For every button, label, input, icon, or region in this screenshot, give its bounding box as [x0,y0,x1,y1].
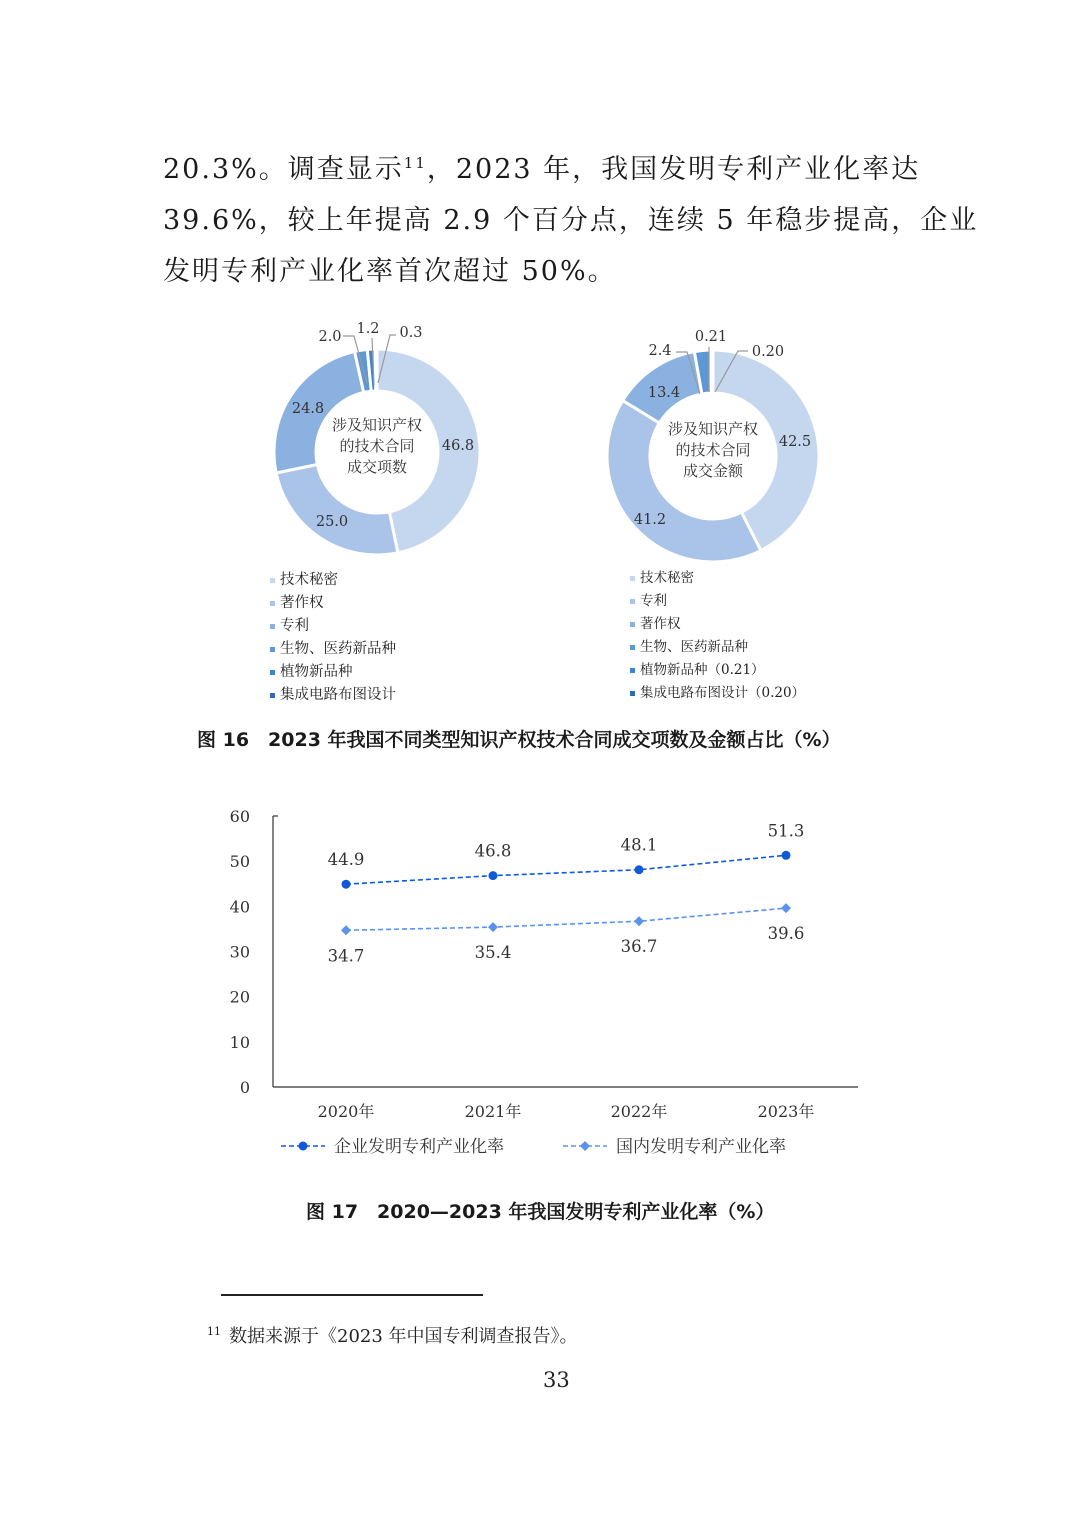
legend-item [630,659,805,682]
donut-value-label: 24.8 [291,401,325,417]
legend-item [270,684,396,707]
data-point [342,880,351,889]
y-tick-label: 60 [229,807,250,826]
text-line: 发明专利产业化率首次超过 50%。 [163,256,617,287]
donut-value-label: 2.4 [648,343,672,359]
figure-17-caption: 图 17 2020—2023 年我国发明专利产业化率（%） [306,1201,775,1223]
legend-item [270,638,396,661]
x-tick-label: 2023年 [757,1102,815,1121]
left-donut [274,321,480,555]
data-label: 36.7 [620,937,658,957]
footnote-divider [221,1294,483,1296]
donut-slice [375,349,377,391]
footnote-number: 11 [207,1325,221,1338]
series-enterprise [328,821,805,888]
legend-label: 植物新品种 [280,664,353,680]
donut-value-label: 13.4 [647,385,681,401]
legend-swatch-icon [630,645,635,650]
legend-label: 技术秘密 [280,572,338,588]
donut-slice [712,350,713,393]
page-number: 33 [543,1368,570,1392]
legend-swatch-icon [630,668,635,673]
y-tick-label: 20 [229,987,250,1007]
donut-slice [276,464,398,555]
data-point [341,925,351,935]
legend-swatch-icon [630,622,635,627]
right-donut-legend [630,567,805,705]
figure-16-donut-charts [0,300,1080,580]
donut-value-label: 0.3 [399,325,423,341]
legend-swatch-icon [270,578,275,583]
data-label: 44.9 [327,850,365,870]
donut-center-label: 的技术合同 [675,441,751,459]
data-point [781,903,791,913]
legend-item [630,613,805,636]
data-point [782,851,791,860]
data-label: 48.1 [620,835,658,855]
legend-item [270,569,396,592]
donut-value-label: 41.2 [633,512,667,528]
legend-item [630,636,805,659]
legend-label: 生物、医药新品种 [640,639,748,655]
legend-item [270,615,396,638]
legend-label: 国内发明专利产业化率 [616,1137,786,1157]
data-label: 39.6 [767,924,805,944]
footnote-text: 数据来源于《2023 年中国专利调查报告》。 [229,1326,578,1347]
legend-label: 专利 [640,593,667,609]
x-tick-label: 2021年 [464,1102,522,1121]
legend-item [270,661,396,684]
legend-swatch-icon [270,624,275,629]
legend-label: 植物新品种（0.21） [640,662,765,678]
donut-value-label: 0.21 [694,329,728,345]
donut-center-label: 的技术合同 [339,437,415,455]
data-label: 51.3 [767,821,805,841]
legend-swatch-icon [630,599,635,604]
donut-value-label: 25.0 [315,514,349,530]
data-point [634,916,644,926]
text-line: 39.6%，较上年提高 2.9 个百分点，连续 5 年稳步提高，企业 [163,205,979,236]
data-label: 34.7 [327,946,365,966]
donut-center-label: 涉及知识产权 [667,420,759,438]
donut-center-label: 涉及知识产权 [331,416,423,434]
data-label: 46.8 [474,841,512,861]
legend-label: 著作权 [640,616,681,632]
legend-item [630,567,805,590]
y-tick-label: 30 [229,942,250,962]
body-paragraph [163,138,979,297]
legend-label: 集成电路布图设计 [280,687,396,703]
donut-center-label: 成交金额 [682,462,744,480]
legend-swatch-icon [630,576,635,581]
legend-item [630,682,805,705]
donut-center-label: 成交项数 [346,458,408,476]
data-label: 35.4 [474,943,512,963]
donut-value-label: 2.0 [318,329,342,345]
donut-value-label: 1.2 [356,321,380,337]
text-line: 20.3%。调查显示 [163,154,404,185]
legend-label: 专利 [280,618,309,634]
x-tick-label: 2020年 [317,1102,375,1121]
y-tick-label: 40 [229,897,250,917]
figure-17-line-chart [0,790,1080,1170]
right-donut [607,329,819,562]
legend-item [630,590,805,613]
legend-label: 著作权 [280,595,324,611]
legend-label: 集成电路布图设计（0.20） [640,685,806,701]
legend-label: 企业发明专利产业化率 [334,1137,504,1157]
footnote-ref[interactable]: 11 [403,154,427,172]
donut-value-label: 42.5 [778,434,812,450]
data-point [635,865,644,874]
footnote [207,1322,578,1348]
legend-swatch-icon [270,647,275,652]
legend-swatch-icon [270,601,275,606]
y-tick-label: 50 [229,852,250,872]
y-tick-label: 10 [229,1032,250,1052]
x-tick-label: 2022年 [610,1102,668,1121]
legend-item [270,592,396,615]
legend-label: 生物、医药新品种 [280,641,396,657]
line-chart-legend [281,1137,786,1157]
left-donut-legend [270,569,396,707]
data-point [488,922,498,932]
legend-label: 技术秘密 [640,570,694,586]
y-tick-label: 0 [239,1078,250,1097]
text-line: ，2023 年，我国发明专利产业化率达 [426,154,921,185]
data-point [489,871,498,880]
legend-swatch-icon [270,693,275,698]
legend-swatch-icon [630,691,635,696]
legend-swatch-icon [270,670,275,675]
donut-value-label: 46.8 [441,438,475,454]
donut-value-label: 0.20 [751,344,785,360]
series-domestic [328,903,805,965]
figure-16-caption: 图 16 2023 年我国不同类型知识产权技术合同成交项数及金额占比（%） [197,729,841,751]
